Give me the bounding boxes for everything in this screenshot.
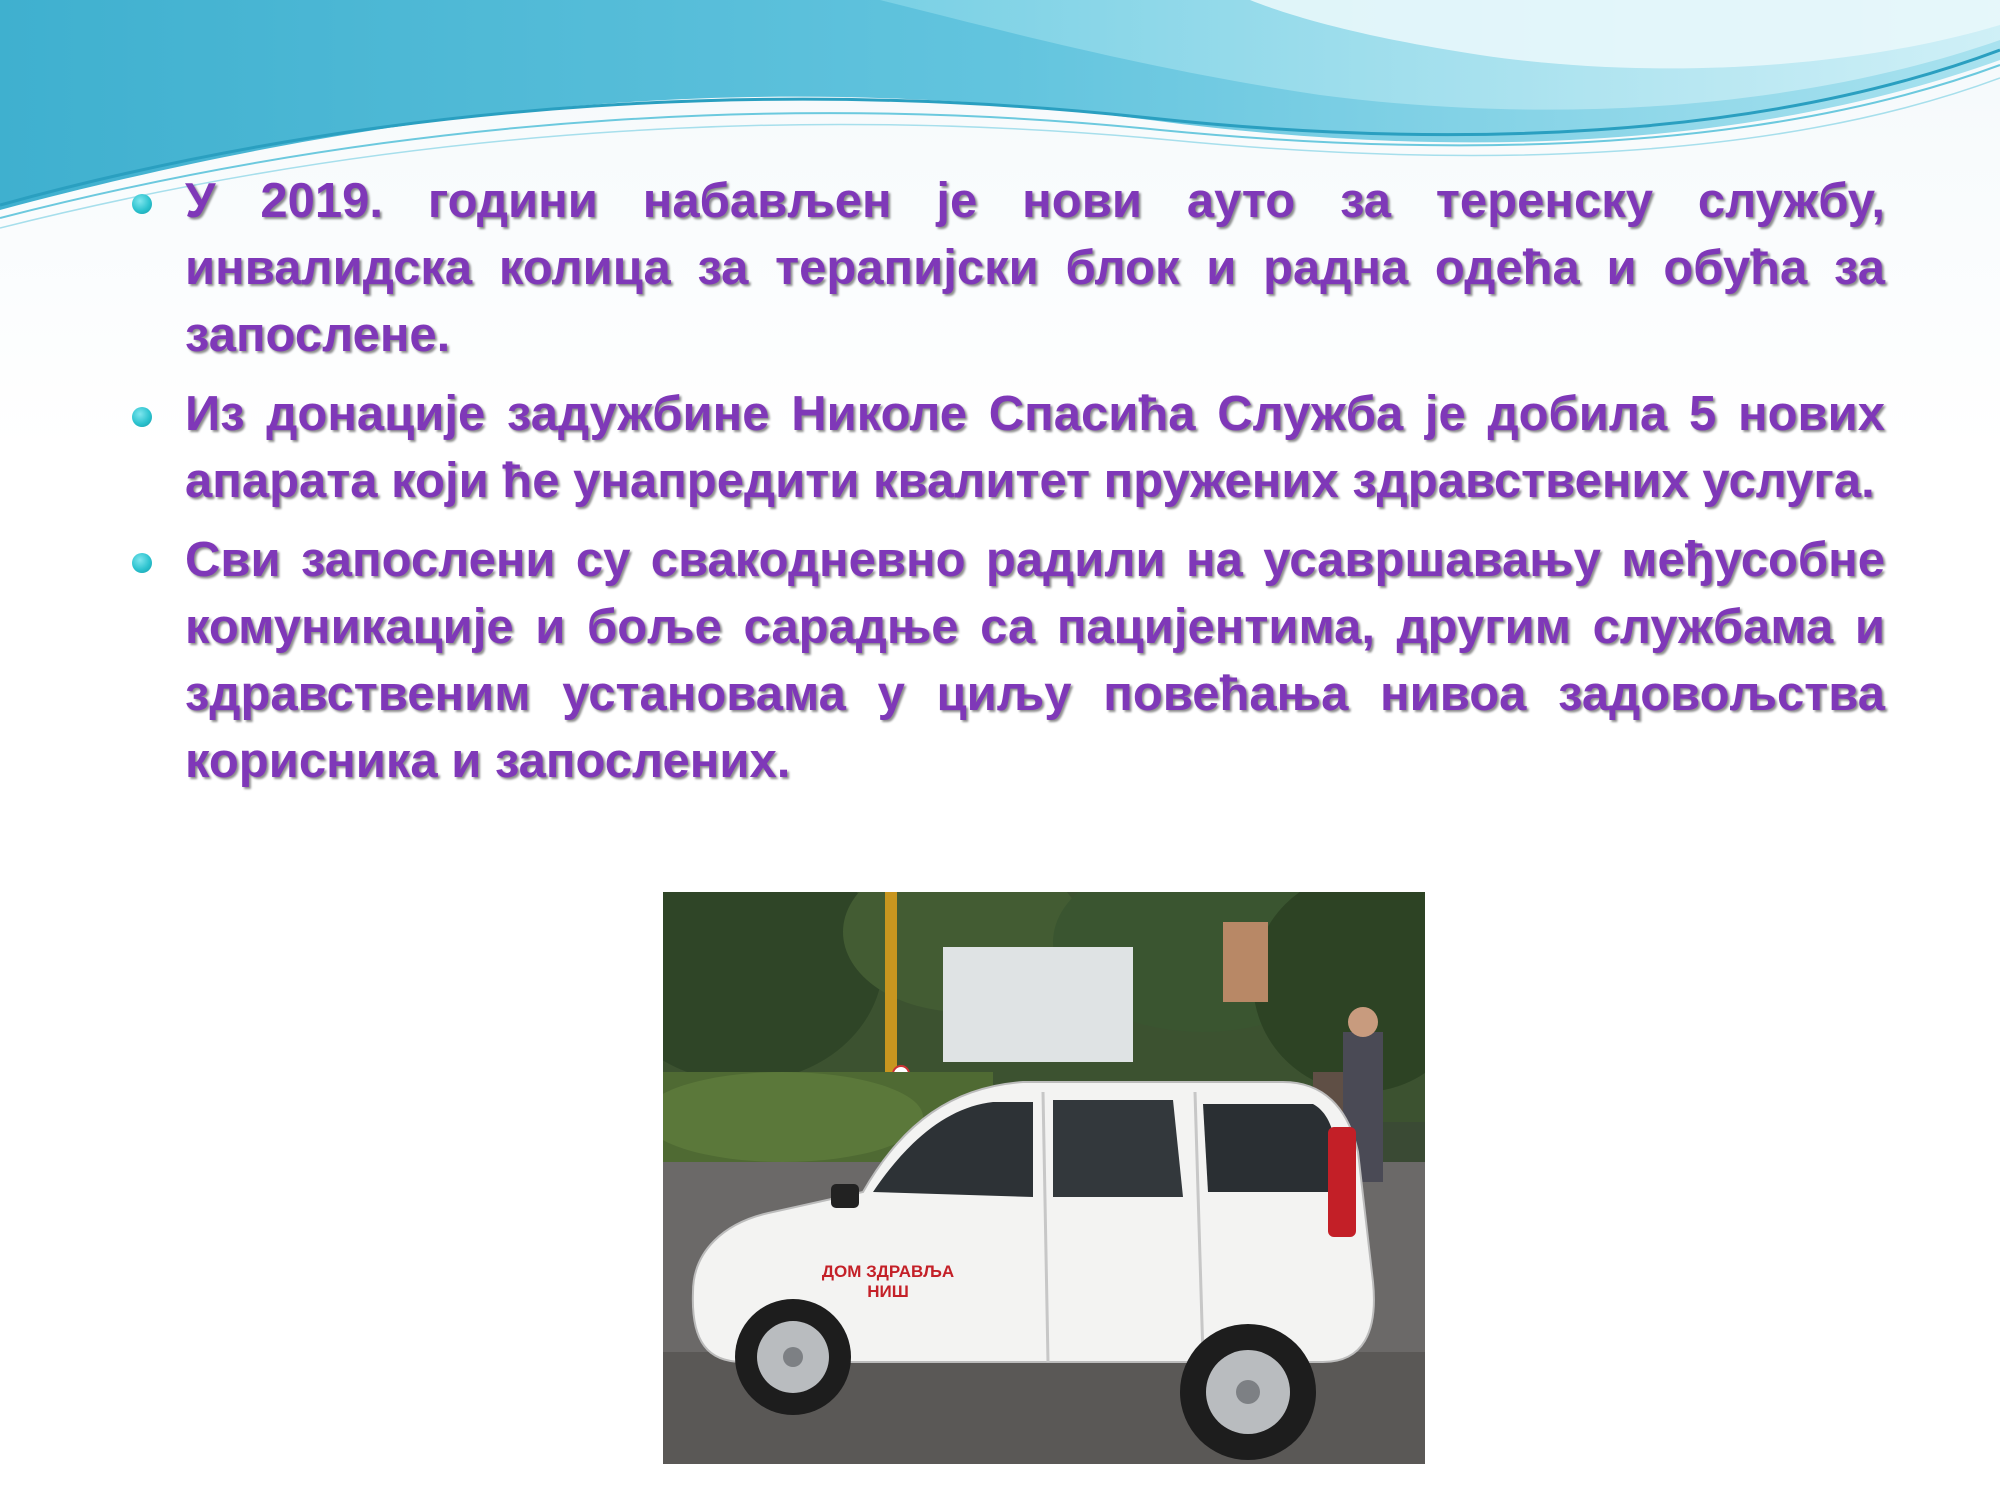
- bullet-text: Из донације задужбине Николе Спасића Служба је добила 5 нових апарата који ће унапредити квалитет пружених здравствених услуга.: [185, 387, 1885, 508]
- bullet-item: [120, 381, 1885, 515]
- car-label-line2: НИШ: [867, 1282, 909, 1301]
- bullet-list: [120, 168, 1885, 807]
- car-photo: [663, 892, 1425, 1464]
- bullet-dot-icon: [132, 194, 152, 214]
- bullet-dot-icon: [132, 553, 152, 573]
- bullet-dot-icon: [132, 407, 152, 427]
- bullet-text: У 2019. години набављен је нови ауто за теренску службу, инвалидска колица за терапијски блок и радна одећа и обућа за запослене.: [185, 174, 1885, 362]
- car-photo-illustration: [663, 892, 1425, 1464]
- bullet-text: Сви запослени су свакодневно радили на усавршавању међусобне комуникације и боље сарадње са пацијентима, другим службама и здравственим установама у циљу повећања нивоа задовољства корисника и запослених.: [185, 533, 1885, 788]
- bullet-item: [120, 527, 1885, 795]
- car-label-line1: ДОМ ЗДРАВЉА: [821, 1262, 955, 1281]
- bullet-item: [120, 168, 1885, 369]
